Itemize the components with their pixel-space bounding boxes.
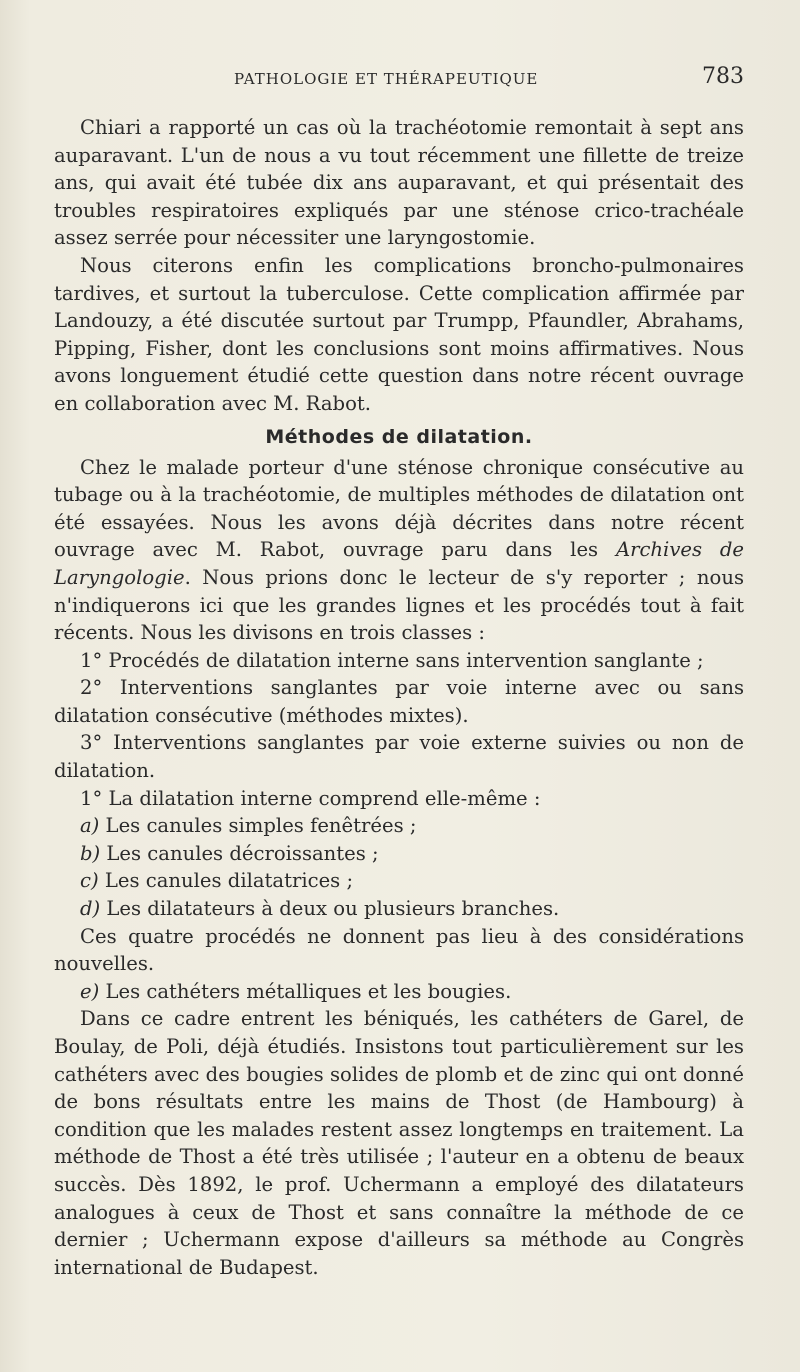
list-item-label: b) [80, 841, 101, 865]
paragraph-four-procedures: Ces quatre procédés ne donnent pas lieu à des considérations nouvelles. [54, 924, 744, 976]
list-item-text: Les canules dilatatrices ; [98, 869, 354, 893]
list-item-e [54, 978, 744, 1006]
paragraph-catheters: Dans ce cadre entrent les béniqués, les cathéters de Garel, de Boulay, de Poli, déjà étudiés. Insistons tout particulièrement sur les cathéters avec des bougies solides de plomb et de zinc qui ont donné de bons résultats entre les mains de Thost (de Hambourg) à condition que les malades restent assez longtemps en traitement. La méthode de Thost a été très utilisée ; l'auteur en a obtenu de beaux succès. Dès 1892, le prof. Uchermann a employé des dilatateurs analogues à ceux de Thost et sans connaître la méthode de ce dernier ; Uchermann expose d'ailleurs sa méthode au Congrès international de Budapest. [54, 1007, 744, 1279]
list-item-c [54, 867, 744, 895]
class-3: 3° Interventions sanglantes par voie externe suivies ou non de dilatation. [54, 731, 744, 783]
list-item-text: Les canules décroissantes ; [100, 841, 379, 865]
running-head: PATHOLOGIE ET THÉRAPEUTIQUE [234, 70, 539, 88]
list-item-b [54, 840, 744, 868]
paragraph-chiari: Chiari a rapporté un cas où la trachéotomie remontait à sept ans auparavant. L'un de nous a vu tout récemment une fillette de treize ans, qui avait été tubée dix ans auparavant, et qui présentait des troubles respiratoires expliqués par une sténose crico-trachéale assez serrée pour nécessiter une laryngostomie. [54, 116, 744, 250]
list-item-d [54, 895, 744, 923]
list-item-label: e) [80, 979, 100, 1003]
list-item-text: Les dilatateurs à deux ou plusieurs branches. [100, 897, 560, 921]
class-1: 1° Procédés de dilatation interne sans intervention sanglante ; [80, 648, 704, 672]
class-2: 2° Interventions sanglantes par voie interne avec ou sans dilatation consécutive (méthodes mixtes). [54, 676, 744, 727]
paragraph-methods-part-1: Chez le malade porteur d'une sténose chronique consécutive au tubage ou à la trachéotomie, de multiples méthodes de dilatation ont été essayées. Nous les avons déjà décrites dans notre récent ouvrage avec M. Rabot, ouvrage paru dans les [54, 455, 744, 562]
list-item-text: Les cathéters métalliques et les bougies. [99, 979, 512, 1003]
paragraph-methods [54, 454, 744, 647]
paragraph-complications: Nous citerons enfin les complications broncho-pulmonaires tardives, et surtout la tuberculose. Cette complication affirmée par Landouzy, a été discutée surtout par Trumpp, Pfaundler, Abrahams, Pipping, Fisher, dont les conclusions sont moins affirmatives. Nous avons longuement étudié cette question dans notre récent ouvrage en collaboration avec M. Rabot. [54, 253, 744, 415]
list-item-text: Les canules simples fenêtrées ; [99, 814, 417, 838]
list-item-label: d) [80, 897, 101, 921]
list-item-a [54, 812, 744, 840]
paragraph-methods-part-2: . Nous prions donc le lecteur de s'y reporter ; nous n'indiquerons ici que les grandes lignes et les procédés tout à fait récents. Nous les divisons en trois classes : [54, 565, 744, 645]
journal-title: Archives de Laryngologie [54, 538, 744, 589]
body-text [54, 114, 744, 1281]
list-item-label: a) [80, 814, 100, 838]
list-item-label: c) [80, 869, 99, 893]
page-header [54, 64, 744, 94]
paragraph-internal-dilatation: 1° La dilatation interne comprend elle-même : [80, 786, 541, 810]
section-title: Méthodes de dilatation. [265, 425, 533, 448]
page-number: 783 [702, 64, 744, 89]
